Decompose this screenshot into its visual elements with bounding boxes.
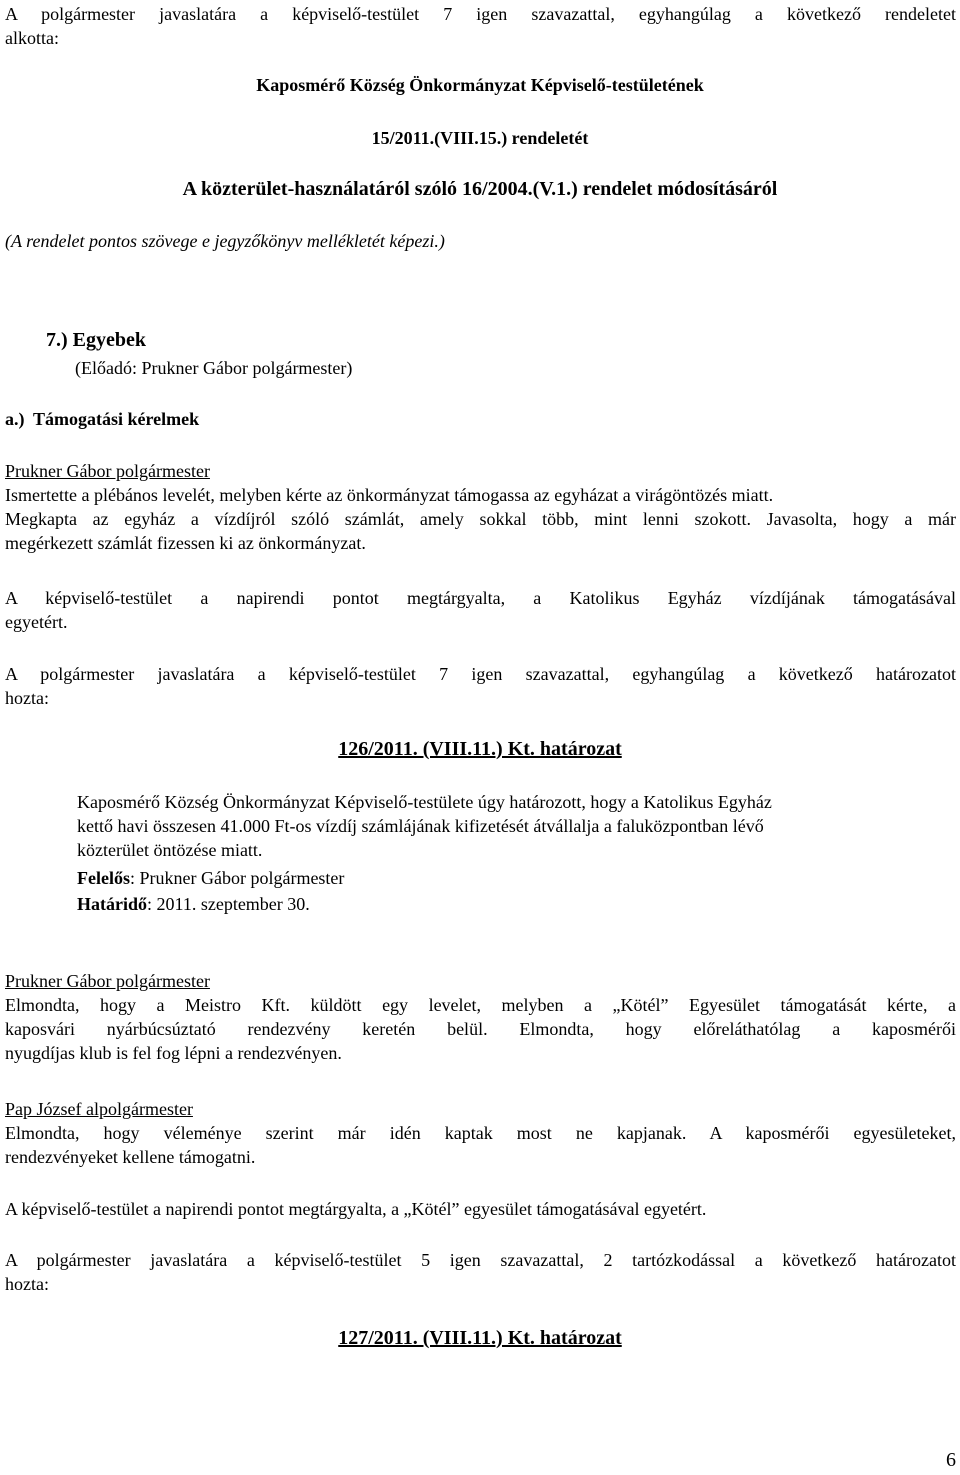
block1-line-2: Megkapta az egyház a vízdíjról szóló számlát, amely sokkal több, mint lenni szokott. Javasolta, hogy a már xyxy=(5,509,956,529)
deadline-label: Határidő xyxy=(77,894,147,914)
vote2-line-1: A polgármester javaslatára a képviselő-testület 5 igen szavazattal, 2 tartózkodással a következő határozatot xyxy=(5,1250,956,1270)
block3-line-2: rendezvényeket kellene támogatni. xyxy=(5,1147,256,1167)
intro-line-2: alkotta: xyxy=(5,28,59,48)
decree-issuer: Kaposmérő Község Önkormányzat Képviselő-testületének xyxy=(256,75,704,95)
decree-subject: A közterület-használatáról szóló 16/2004.(V.1.) rendelet módosításáról xyxy=(182,178,778,200)
block3-line-1: Elmondta, hogy véleménye szerint már idén kaptak most ne kapjanak. A kaposmérői egyesületeket, xyxy=(5,1123,956,1143)
resolution1-line-1: Kaposmérő Község Önkormányzat Képviselő-testülete úgy határozott, hogy a Katolikus Egyház xyxy=(77,792,772,812)
block2-line-1: Elmondta, hogy a Meistro Kft. küldött egy levelet, melyben a „Kötél” Egyesület támogatását kérte, a xyxy=(5,995,956,1015)
block2-line-2: kaposvári nyárbúcsúztató rendezvény keretén belül. Elmondta, hogy előreláthatólag a kaposmérői xyxy=(5,1019,956,1039)
vote1-line-1: A polgármester javaslatára a képviselő-testület 7 igen szavazattal, egyhangúlag a következő határozatot xyxy=(5,664,956,684)
block2-line-3: nyugdíjas klub is fel fog lépni a rendezvényen. xyxy=(5,1043,342,1063)
intro-line-1: A polgármester javaslatára a képviselő-testület 7 igen szavazattal, egyhangúlag a következő rendeletet xyxy=(5,4,956,24)
subsection-title: Támogatási kérelmek xyxy=(33,409,200,429)
block1-line-1: Ismertette a plébános levelét, melyben kérte az önkormányzat támogassa az egyházat a virágöntözés miatt. xyxy=(5,485,774,505)
resolution1-line-3: közterület öntözése miatt. xyxy=(77,840,263,860)
resolution-1-title: 126/2011. (VIII.11.) Kt. határozat xyxy=(338,738,622,760)
deadline-value: : 2011. szeptember 30. xyxy=(147,894,310,914)
page-number: 6 xyxy=(946,1449,956,1471)
responsible-label: Felelős xyxy=(77,868,130,888)
section-presenter: (Előadó: Prukner Gábor polgármester) xyxy=(75,358,353,378)
speaker-2: Prukner Gábor polgármester xyxy=(5,971,210,991)
subsection-heading xyxy=(5,407,199,431)
speaker-3: Pap József alpolgármester xyxy=(5,1099,193,1119)
vote2-line-2: hozta: xyxy=(5,1274,49,1294)
discussion2: A képviselő-testület a napirendi pontot megtárgyalta, a „Kötél” egyesület támogatásával egyetért. xyxy=(5,1199,707,1219)
resolution1-deadline xyxy=(77,892,310,916)
discussion1-line-1: A képviselő-testület a napirendi pontot megtárgyalta, a Katolikus Egyház vízdíjának támogatásával xyxy=(5,588,956,608)
responsible-value: : Prukner Gábor polgármester xyxy=(129,868,345,888)
resolution1-responsible xyxy=(77,866,344,890)
decree-note: (A rendelet pontos szövege e jegyzőkönyv mellékletét képezi.) xyxy=(5,231,445,251)
section-title: 7.) Egyebek xyxy=(46,329,146,351)
resolution-2-title: 127/2011. (VIII.11.) Kt. határozat xyxy=(338,1327,622,1349)
decree-number: 15/2011.(VIII.15.) rendeletét xyxy=(371,128,589,148)
vote1-line-2: hozta: xyxy=(5,688,49,708)
block1-line-3: megérkezett számlát fizessen ki az önkormányzat. xyxy=(5,533,366,553)
speaker-1: Prukner Gábor polgármester xyxy=(5,461,210,481)
discussion1-line-2: egyetért. xyxy=(5,612,68,632)
resolution1-line-2: kettő havi összesen 41.000 Ft-os vízdíj számlájának kifizetését átvállalja a faluközpontban lévő xyxy=(77,816,764,836)
subsection-label: a.) xyxy=(5,409,25,429)
